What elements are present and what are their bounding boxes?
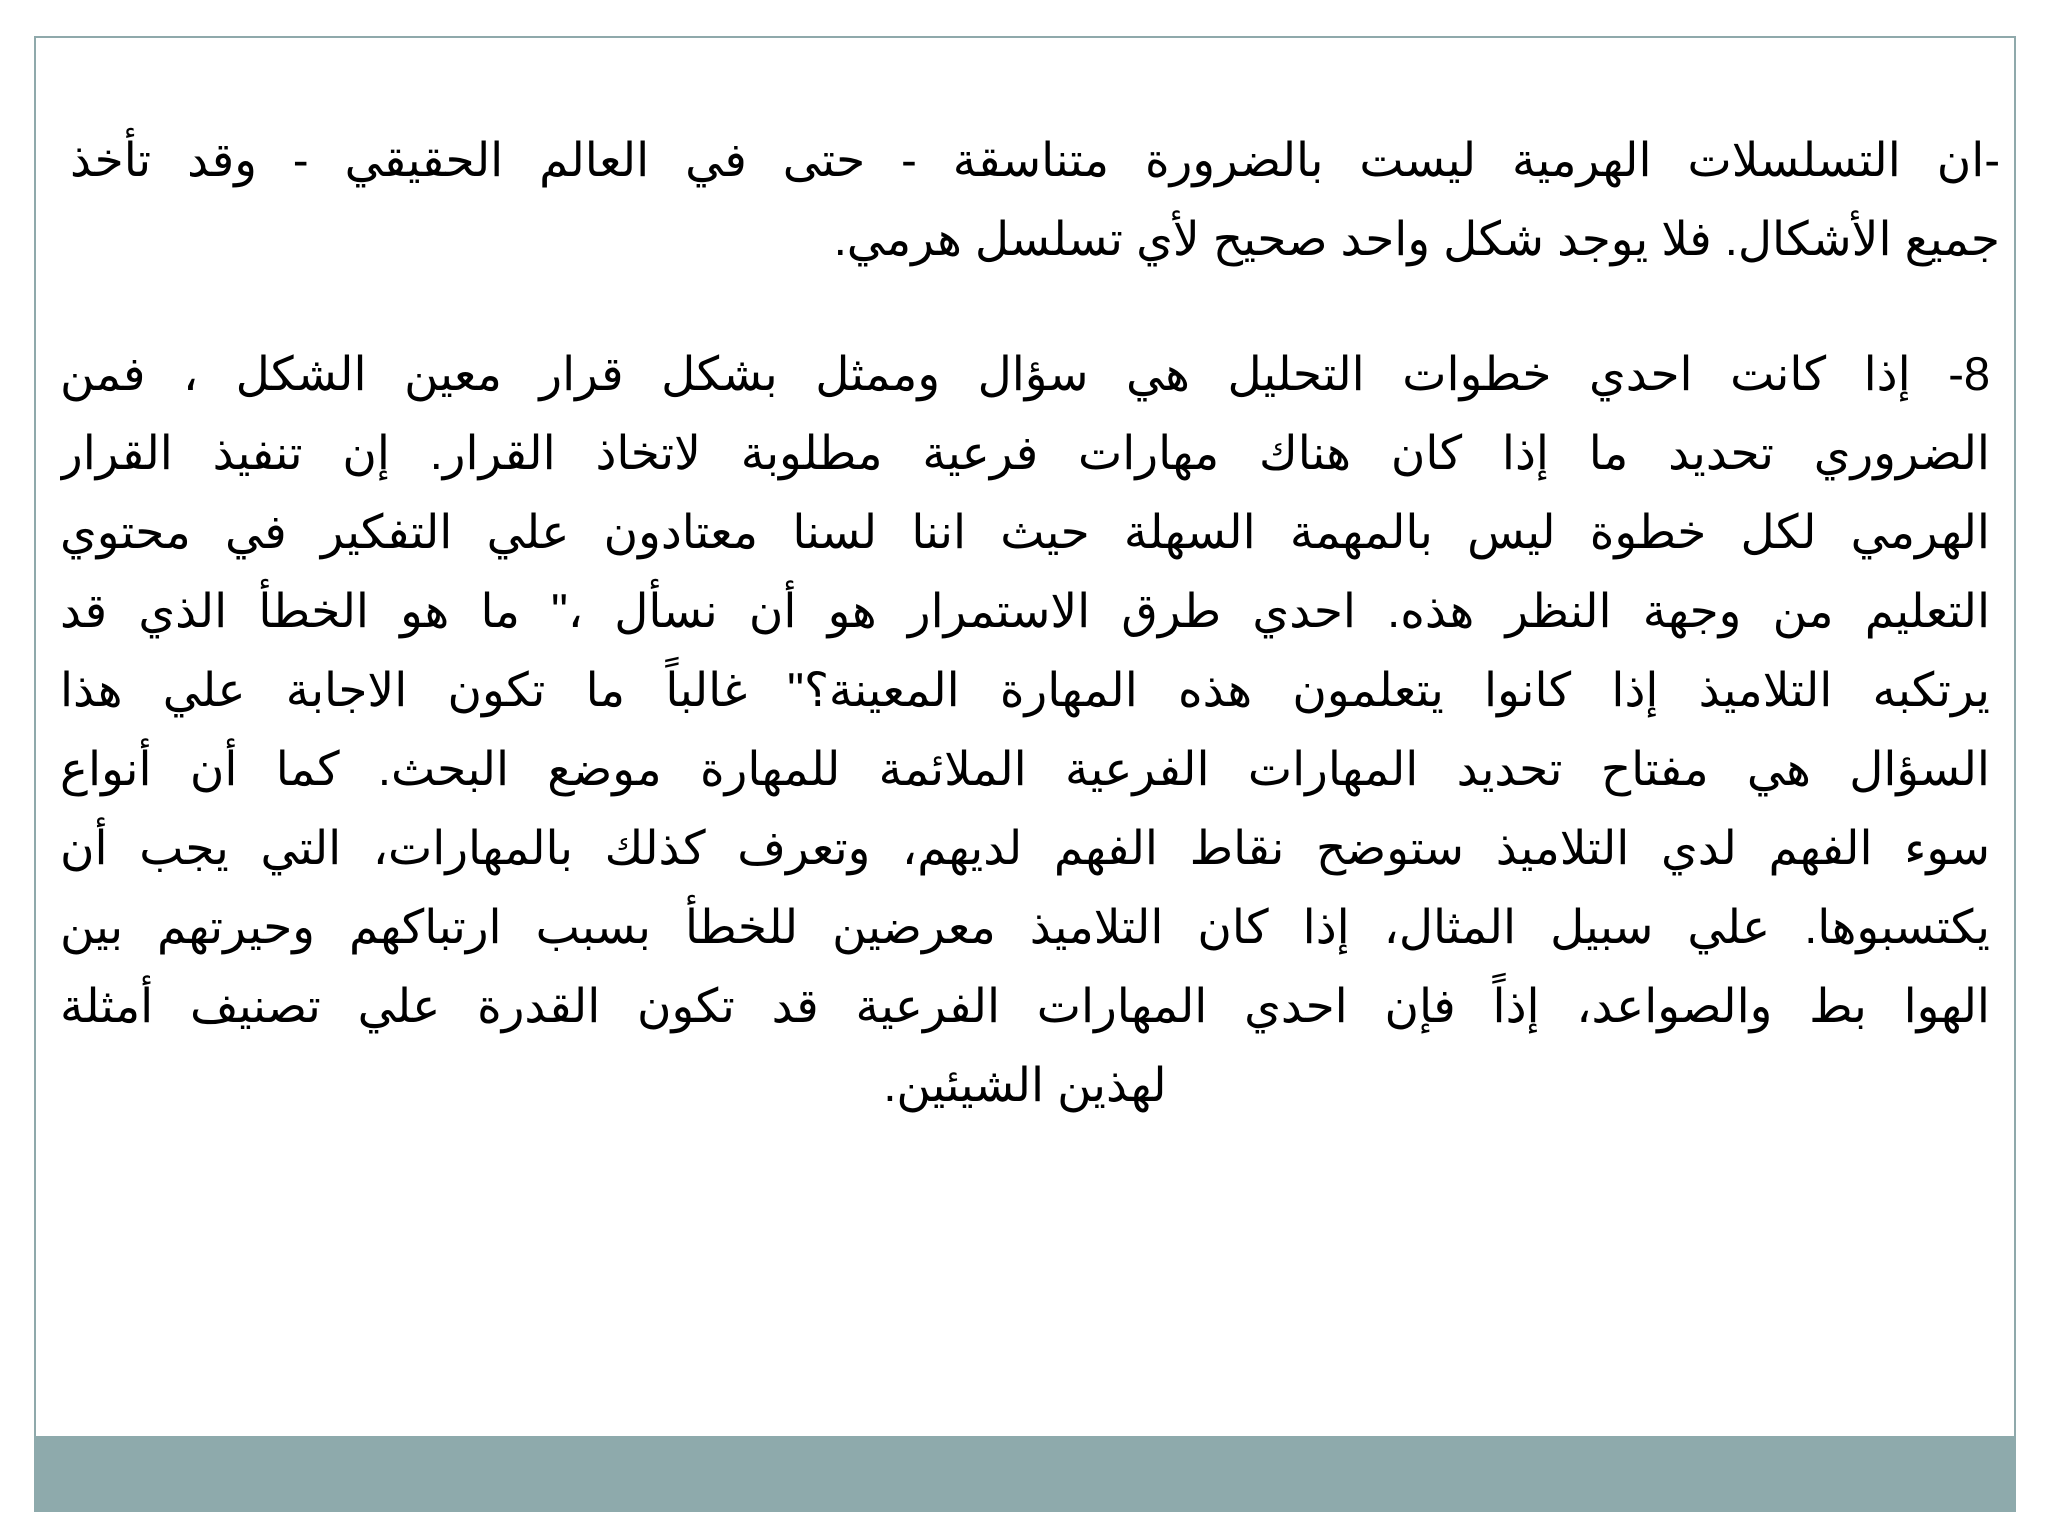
paragraph-hierarchies <box>70 120 2000 278</box>
text-line: سوء الفهم لدي التلاميذ ستوضح نقاط الفهم لديهم، وتعرف كذلك بالمهارات، التي يجب أن <box>60 821 1990 874</box>
text-line: 8- إذا كانت احدي خطوات التحليل هي سؤال وممثل بشكل قرار معين الشكل ، فمن <box>60 347 1990 400</box>
text-line: لهذين الشيئين. <box>883 1058 1167 1111</box>
text-line: التعليم من وجهة النظر هذه. احدي طرق الاستمرار هو أن نسأل ،" ما هو الخطأ الذي قد <box>60 584 1990 637</box>
slide-body <box>60 120 2000 1124</box>
text-line: يرتكبه التلاميذ إذا كانوا يتعلمون هذه المهارة المعينة؟" غالباً ما تكون الاجابة علي هذا <box>60 663 1990 716</box>
text-line: جميع الأشكال. فلا يوجد شكل واحد صحيح لأي تسلسل هرمي. <box>833 212 2000 265</box>
text-line: الضروري تحديد ما إذا كان هناك مهارات فرعية مطلوبة لاتخاذ القرار. إن تنفيذ القرار <box>60 426 1990 479</box>
slide-footer-band <box>34 1436 2016 1512</box>
text-line: -ان التسلسلات الهرمية ليست بالضرورة متناسقة - حتى في العالم الحقيقي - وقد تأخذ <box>70 133 2000 186</box>
text-line: يكتسبوها. علي سبيل المثال، إذا كان التلاميذ معرضين للخطأ بسبب ارتباكهم وحيرتهم بين <box>60 900 1990 953</box>
text-line: الهرمي لكل خطوة ليس بالمهمة السهلة حيث اننا لسنا معتادون علي التفكير في محتوي <box>60 505 1990 558</box>
paragraph-step-8 <box>60 334 1990 1124</box>
text-line: الهوا بط والصواعد، إذاً فإن احدي المهارات الفرعية قد تكون القدرة علي تصنيف أمثلة <box>60 979 1990 1032</box>
text-line: السؤال هي مفتاح تحديد المهارات الفرعية الملائمة للمهارة موضع البحث. كما أن أنواع <box>60 742 1990 795</box>
